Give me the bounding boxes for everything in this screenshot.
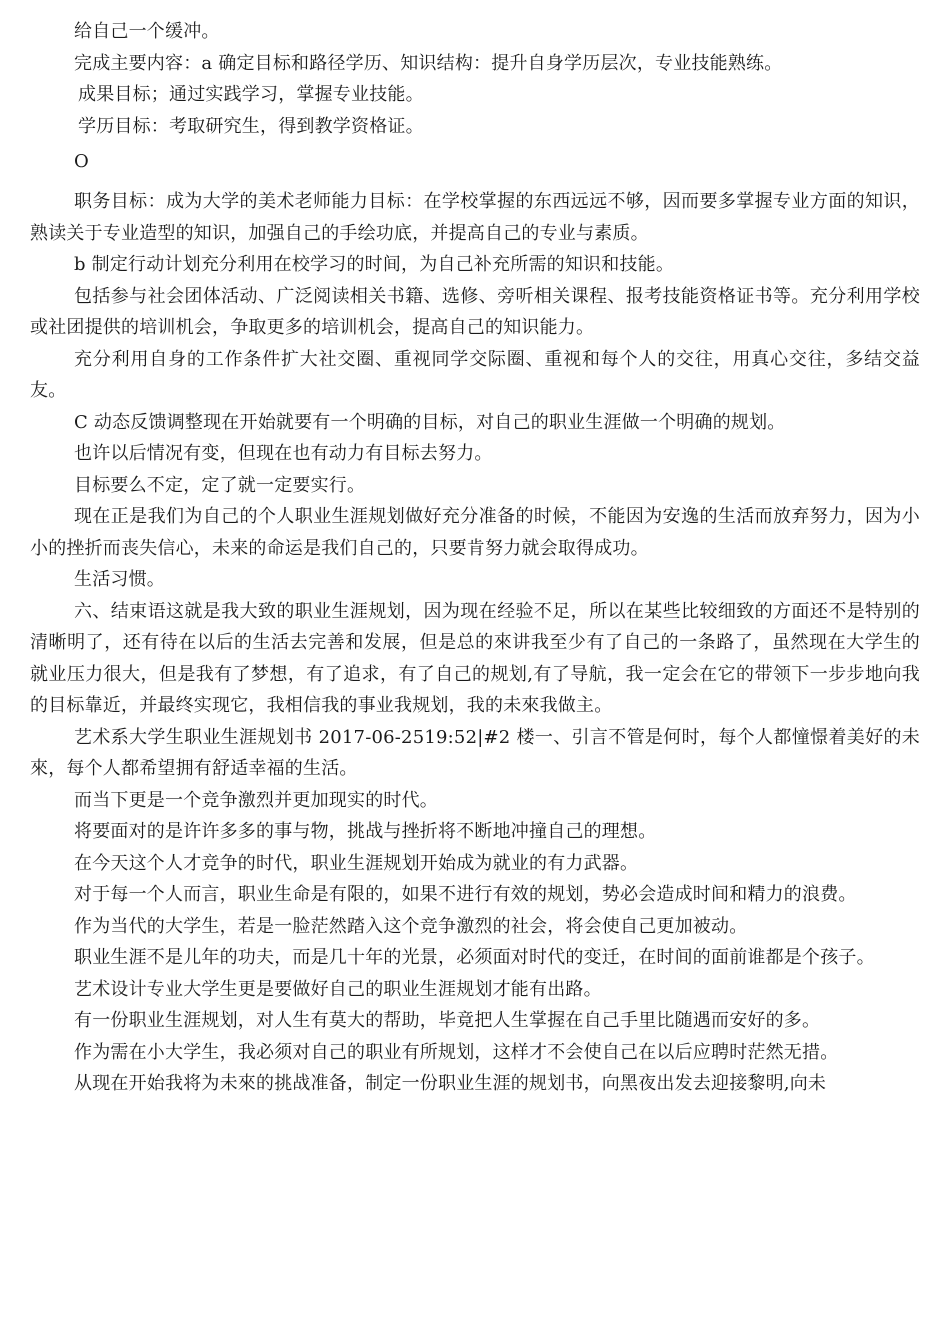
paragraph-modern-student: 作为当代的大学生，若是一脸茫然踏入这个竞争激烈的社会，将会使自己更加被动。 bbox=[74, 915, 748, 937]
paragraph-limited-life: 对于每一个人而言，职业生命是有限的，如果不进行有效的规划，势必会造成时间和精力的浪费。 bbox=[74, 884, 857, 905]
paragraph-art-design: 艺术设计专业大学生更是要做好自己的职业生涯规划才能有出路。 bbox=[74, 978, 602, 1000]
paragraph-art-plan-intro: 艺术系大学生职业生涯规划书 2017-06-2519:52|#2 楼一、引言不管是何时，每个人都憧憬着美好的未來，每个人都希望拥有舒适幸福的生活。 bbox=[30, 726, 920, 779]
paragraph-letter-o: O bbox=[74, 151, 89, 172]
paragraph-activities: 包括参与社会团体活动、广泛阅读相关书籍、选修、旁听相关课程、报考技能资格证书等。充分利用学校或社团提供的培训机会，争取更多的培训机会，提高自己的知识能力。 bbox=[30, 285, 920, 338]
paragraph-result-goal: 成果目标；通过实践学习，掌握专业技能。 bbox=[78, 84, 424, 105]
paragraph-conclusion: 六、结束语这就是我大致的职业生涯规划，因为现在经验不足，所以在某些比较细致的方面还不是特别的清晰明了，还有待在以后的生活去完善和发展，但是总的來讲我至少有了自己的一条路了，虽然现在大学生的就业压力很大，但是我有了梦想，有了追求，有了自己的规划,有了导航，我一定会在它的带领下一步步地向我的目标靠近，并最终实现它，我相信我的事业我规划，我的未來我做主。 bbox=[30, 600, 920, 716]
paragraph-career-time: 职业生涯不是儿年的功夫，而是几十年的光景，必须面对时代的变迁，在时间的面前谁都是个孩子。 bbox=[74, 947, 875, 968]
paragraph-start-now: 从现在开始我将为未來的挑战准备，制定一份职业生涯的规划书，向黑夜出发去迎接黎明,向未 bbox=[74, 1073, 827, 1094]
paragraph-planning: 作为需在小大学生，我必须对自己的职业有所规划，这样才不会使自己在以后应聘时茫然无措。 bbox=[74, 1041, 839, 1063]
paragraph-prepare: 现在正是我们为自己的个人职业生涯规划做好充分准备的时候，不能因为安逸的生活而放弃努力，因为小小的挫折而丧失信心，未来的命运是我们自己的，只要肯努力就会取得成功。 bbox=[30, 506, 920, 559]
paragraph-dynamic-feedback: C 动态反馈调整现在开始就要有一个明确的目标，对自己的职业生涯做一个明确的规划。 bbox=[74, 411, 786, 433]
paragraph-motivation: 也许以后情况有变，但现在也有动力有目标去努力。 bbox=[74, 443, 493, 464]
paragraph-main-content: 完成主要内容：a 确定目标和路径学历、知识结构：提升自身学历层次，专业技能熟练。 bbox=[74, 52, 783, 74]
paragraph-help: 有一份职业生涯规划，对人生有莫大的帮助，毕竟把人生掌握在自己手里比随遇而安好的多。 bbox=[74, 1010, 821, 1031]
paragraph-competition: 而当下更是一个竞争激烈并更加现实的时代。 bbox=[74, 789, 438, 811]
paragraph-habits: 生活习惯。 bbox=[74, 569, 165, 590]
paragraph-action-plan: b 制定行动计划充分利用在校学习的时间，为自己补充所需的知识和技能。 bbox=[74, 254, 675, 275]
paragraph-degree-goal: 学历目标：考取研究生，得到教学资格证。 bbox=[78, 115, 424, 137]
paragraph-execute: 目标要么不定，定了就一定要实行。 bbox=[74, 474, 366, 496]
paragraph-talent-era: 在今天这个人才竞争的时代，职业生涯规划开始成为就业的有力武器。 bbox=[74, 852, 639, 874]
paragraph-social-circle: 充分利用自身的工作条件扩大社交圈、重视同学交际圈、重视和每个人的交往，用真心交往，多结交益友。 bbox=[30, 348, 920, 401]
paragraph-job-goal: 职务目标：成为大学的美术老师能力目标：在学校掌握的东西远远不够，因而要多掌握专业方面的知识，熟读关于专业造型的知识，加强自己的手绘功底，并提高自己的专业与素质。 bbox=[30, 191, 920, 244]
paragraph-buffer: 给自己一个缓冲。 bbox=[74, 21, 220, 42]
paragraph-challenges: 将要面对的是许许多多的事与物，挑战与挫折将不断地冲撞自己的理想。 bbox=[74, 821, 657, 842]
